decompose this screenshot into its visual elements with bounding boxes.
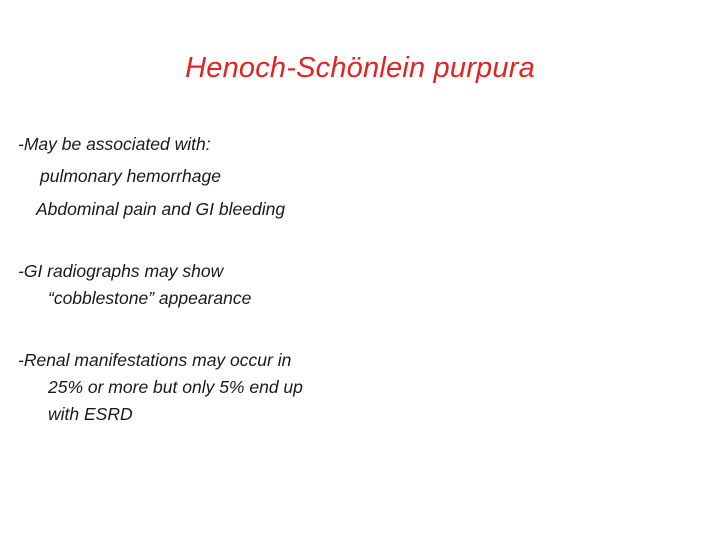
block1-item-pulmonary: pulmonary hemorrhage: [40, 166, 221, 186]
block3-line1: -Renal manifestations may occur in: [18, 350, 292, 370]
slide-title: Henoch-Schönlein purpura: [185, 52, 535, 84]
block2-line1: -GI radiographs may show: [18, 261, 224, 281]
block2-line2: “cobblestone” appearance: [48, 288, 252, 308]
block3-line3: with ESRD: [48, 404, 133, 424]
block1-heading: -May be associated with:: [18, 134, 211, 154]
block1-item-abdominal: Abdominal pain and GI bleeding: [36, 199, 286, 219]
block3-line2: 25% or more but only 5% end up: [48, 377, 303, 397]
